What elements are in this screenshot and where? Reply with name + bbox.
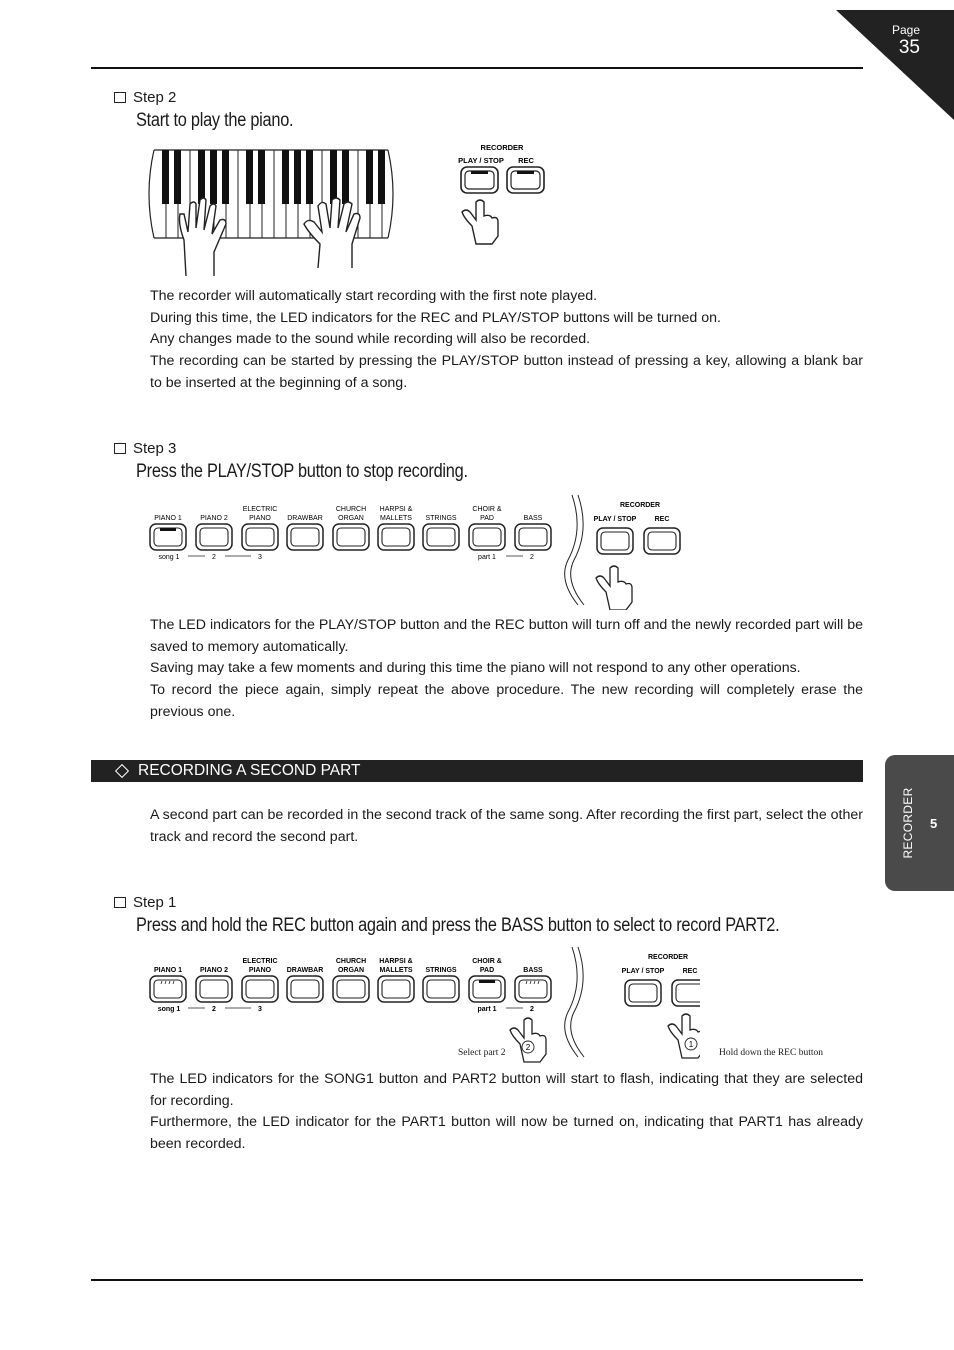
button-label: PIANO 2 — [199, 967, 229, 974]
button-label: ORGAN — [337, 967, 365, 974]
song-label: 3 — [258, 1006, 262, 1013]
section-text — [150, 805, 863, 848]
chapter-tab[interactable] — [885, 755, 954, 891]
page-label: Page — [891, 23, 920, 37]
play-stop-label: PLAY / STOP — [593, 516, 637, 523]
button-label: PIANO 1 — [154, 515, 182, 522]
play-stop-button[interactable] — [597, 528, 633, 554]
rec-label: REC — [654, 516, 670, 523]
step3-paragraph: Saving may take a few moments and during this time the piano will not respond to any other operations. — [150, 660, 801, 677]
sound-button-mallets[interactable] — [378, 524, 414, 550]
control-panel-step3 — [140, 490, 700, 610]
button-label-line1: CHOIR & — [472, 958, 502, 965]
checkbox-icon — [114, 92, 126, 103]
song-label: song 1 — [158, 554, 180, 561]
button-label: DRAWBAR — [286, 967, 324, 974]
step1-title: Press and hold the REC button again and press the BASS button to select to record PART2. — [136, 915, 780, 936]
chapter-tab-number: 5 — [930, 816, 938, 831]
button-label-line1: CHURCH — [335, 506, 367, 513]
button-label: BASS — [523, 967, 543, 974]
sound-button-drawbar[interactable] — [287, 524, 323, 550]
led-on-indicator — [479, 980, 495, 983]
step3-paragraph: To record the piece again, simply repeat the above procedure. The new recording will completely erase the previous one. — [150, 682, 863, 720]
led-on-indicator — [160, 528, 176, 531]
recorder-panel-step2 — [452, 140, 552, 250]
control-panel-step1 — [140, 942, 700, 1064]
step2-paragraph: The recording can be started by pressing the PLAY/STOP button instead of pressing a key, allowing a blank bar to be inserted at the beginning of a song. — [150, 353, 863, 391]
button-label-line1: ELECTRIC — [242, 506, 278, 513]
play-stop-button[interactable] — [625, 980, 661, 1006]
step3-heading — [114, 440, 176, 457]
step1-heading — [114, 894, 176, 911]
sound-button-bass[interactable] — [515, 976, 551, 1002]
caption-select-part2: Select part 2 — [458, 1048, 506, 1058]
sound-button-drawbar[interactable] — [287, 976, 323, 1002]
pointing-hand-icon — [596, 566, 632, 610]
step-marker-2-number: 2 — [525, 1043, 531, 1052]
play-stop-label: PLAY / STOP — [458, 156, 504, 165]
button-label: PIANO 1 — [153, 967, 183, 974]
song-label: 3 — [258, 554, 262, 561]
sound-button-strings[interactable] — [423, 524, 459, 550]
sound-button-pad[interactable] — [469, 976, 505, 1002]
sound-button-organ[interactable] — [333, 524, 369, 550]
button-label: ORGAN — [338, 515, 364, 522]
caption-hold-rec: Hold down the REC button — [719, 1048, 823, 1058]
checkbox-icon — [114, 897, 126, 908]
chapter-tab-label: RECORDER — [901, 787, 915, 859]
button-label-line1: CHURCH — [335, 958, 367, 965]
step-marker-1-number: 1 — [688, 1040, 694, 1049]
button-label: PAD — [480, 515, 494, 522]
button-label-line1: ELECTRIC — [242, 958, 278, 965]
rec-button[interactable] — [644, 528, 680, 554]
step2-title: Start to play the piano. — [136, 110, 294, 131]
step1-heading-text: Step 1 — [133, 894, 177, 911]
button-label: MALLETS — [379, 967, 413, 974]
pointing-hand-icon — [462, 200, 498, 244]
song-label: 2 — [212, 554, 216, 561]
button-label: STRINGS — [425, 967, 457, 974]
diamond-icon — [115, 764, 129, 778]
step2-heading — [114, 89, 176, 106]
rec-label: REC — [682, 968, 698, 975]
button-label: PAD — [479, 967, 495, 974]
section-title: RECORDING A SECOND PART — [138, 762, 361, 779]
step2-paragraph: The recorder will automatically start recording with the first note played. — [150, 288, 598, 304]
sound-button-pad[interactable] — [469, 524, 505, 550]
sound-button-piano-1[interactable] — [150, 524, 186, 550]
sound-button-strings[interactable] — [423, 976, 459, 1002]
section-paragraph: A second part can be recorded in the second track of the same song. After recording the first part, select the other track and record the second part. — [150, 807, 863, 845]
sound-button-bass[interactable] — [515, 524, 551, 550]
button-label-line1: CHOIR & — [472, 506, 502, 513]
step2-paragraph: During this time, the LED indicators for the REC and PLAY/STOP buttons will be turned on. — [150, 309, 721, 326]
button-label: PIANO 2 — [200, 515, 228, 522]
button-label: MALLETS — [380, 515, 412, 522]
button-label: DRAWBAR — [287, 515, 323, 522]
part-label: part 1 — [478, 554, 496, 561]
step3-text — [150, 615, 863, 724]
panel-separator — [565, 495, 578, 605]
keyboard-hands-illustration — [148, 144, 400, 279]
step2-heading-text: Step 2 — [133, 89, 177, 106]
sound-button-organ[interactable] — [333, 976, 369, 1002]
bottom-rule — [91, 1279, 863, 1281]
sound-button-mallets[interactable] — [378, 976, 414, 1002]
button-label: PIANO — [249, 515, 271, 522]
sound-button-piano-1[interactable] — [150, 976, 186, 1002]
button-label-line1: HARPSI & — [379, 506, 413, 513]
recorder-title: RECORDER — [647, 954, 689, 961]
recorder-title: RECORDER — [619, 502, 661, 509]
part-label: 2 — [530, 1006, 534, 1013]
part-label: 2 — [530, 554, 534, 561]
checkbox-icon — [114, 443, 126, 454]
step3-heading-text: Step 3 — [133, 440, 177, 457]
sound-button-piano[interactable] — [242, 976, 278, 1002]
rec-button[interactable] — [672, 980, 700, 1006]
play-stop-label: PLAY / STOP — [621, 968, 665, 975]
panel-separator — [565, 947, 578, 1057]
step1-paragraph: Furthermore, the LED indicator for the PART1 button will now be turned on, indicating that PART1 has already been recorded. — [150, 1114, 863, 1153]
song-label: song 1 — [157, 1006, 181, 1013]
button-label: PIANO — [248, 967, 272, 974]
step2-text — [150, 286, 863, 395]
sound-button-piano-2[interactable] — [196, 976, 232, 1002]
rec-label: REC — [518, 156, 534, 165]
button-label: BASS — [523, 515, 543, 522]
pointing-hand-icon — [510, 1018, 546, 1062]
pointing-hand-icon — [668, 1014, 700, 1058]
top-rule — [91, 67, 863, 69]
song-label: 2 — [212, 1006, 216, 1013]
part-label: part 1 — [477, 1006, 497, 1013]
page-number: 35 — [898, 37, 920, 58]
step1-text — [150, 1069, 863, 1156]
section-header — [91, 760, 863, 782]
sound-button-piano[interactable] — [242, 524, 278, 550]
sound-button-piano-2[interactable] — [196, 524, 232, 550]
step3-paragraph: The LED indicators for the PLAY/STOP button and the REC button will turn off and the newly recorded part will be saved to memory automatically. — [150, 617, 863, 655]
button-label-line1: HARPSI & — [379, 958, 413, 965]
step1-paragraph: The LED indicators for the SONG1 button and PART2 button will start to flash, indicating that they are selected for recording. — [150, 1071, 863, 1109]
step3-title: Press the PLAY/STOP button to stop recording. — [136, 461, 468, 482]
button-label: STRINGS — [425, 515, 457, 522]
step2-paragraph: Any changes made to the sound while recording will also be recorded. — [150, 331, 591, 348]
recorder-title: RECORDER — [480, 143, 524, 152]
